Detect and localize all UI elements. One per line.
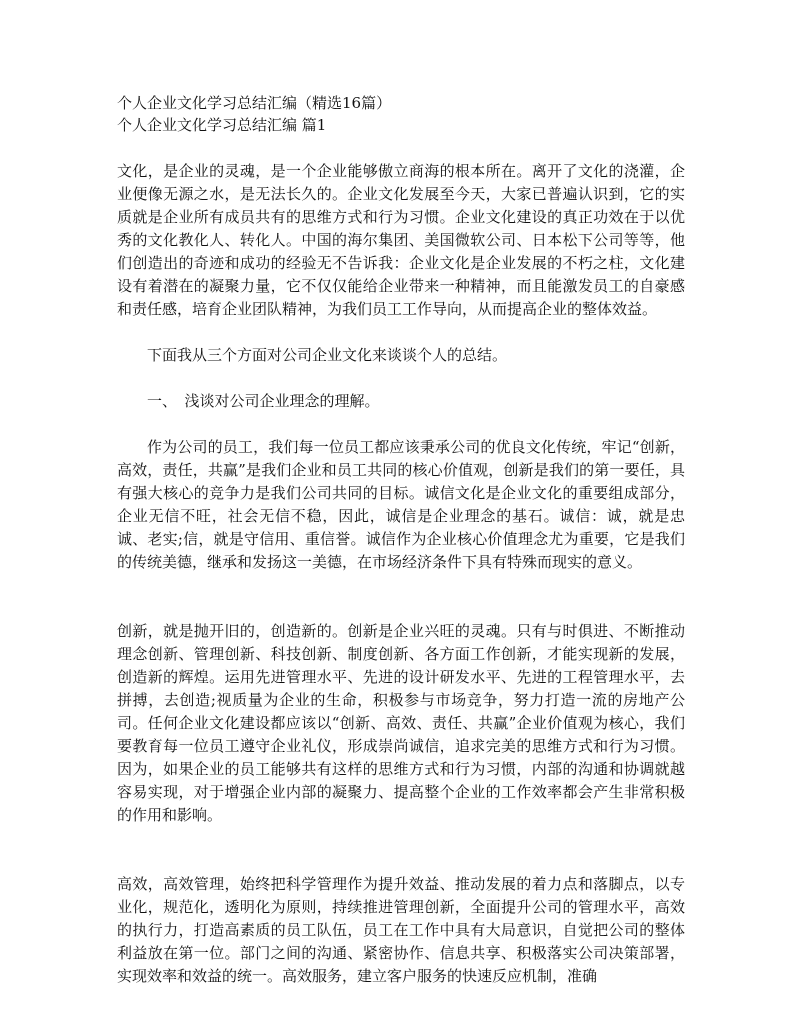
subsection-heading: 一、 浅谈对公司企业理念的理解。 [147,392,380,410]
spacer [117,136,685,160]
spacer [117,574,685,620]
paragraph-overview: 下面我从三个方面对公司企业文化来谈谈个人的总结。 [147,346,508,364]
spacer [117,413,685,436]
spacer [117,827,685,873]
document-title: 个人企业文化学习总结汇编（精选16篇） [117,94,392,112]
paragraph-core-values: 作为公司的员工，我们每一位员工都应该秉承公司的优良文化传统，牢记“创新，高效，责任，共赢”是我们企业和员工共同的核心价值观，创新是我们的第一要任，具有强大核心的竞争力是我们公司共同的目标。诚信文化是企业文化的重要组成部分，企业无信不旺，社会无信不稳，因此，诚信是企业理念的基石。诚信：诚，就是忠诚、老实;信，就是守信用、重信誉。诚信作为企业核心价值理念尤为重要，它是我们的传统美德，继承和发扬这一美德，在市场经济条件下具有特殊而现实的意义。 [117,438,685,571]
spacer [117,367,685,390]
spacer [117,321,685,344]
section-heading: 个人企业文化学习总结汇编 篇1 [117,116,327,134]
paragraph-innovation: 创新，就是抛开旧的，创造新的。创新是企业兴旺的灵魂。只有与时俱进、不断推动理念创新、管理创新、科技创新、制度创新、各方面工作创新，才能实现新的发展，创造新的辉煌。运用先进管理水平、先进的设计研发水平、先进的工程管理水平，去拼搏，去创造;视质量为企业的生命，积极参与市场竞争，努力打造一流的房地产公司。任何企业文化建设都应该以“创新、高效、责任、共赢”企业价值观为核心，我们要教育每一位员工遵守企业礼仪，形成崇尚诚信，追求完美的思维方式和行为习惯。因为，如果企业的员工能够共有这样的思维方式和行为习惯，内部的沟通和协调就越容易实现，对于增强企业内部的凝聚力、提高整个企业的工作效率都会产生非常积极的作用和影响。 [117,622,685,824]
document-page [117,92,685,988]
paragraph-intro: 文化，是企业的灵魂，是一个企业能够傲立商海的根本所在。离开了文化的浇灌，企业便像无源之水，是无法长久的。企业文化发展至今天，大家已普遍认识到，它的实质就是企业所有成员共有的思维方式和行为习惯。企业文化建设的真正功效在于以优秀的文化教化人、转化人。中国的海尔集团、美国微软公司、日本松下公司等等，他们创造出的奇迹和成功的经验无不告诉我：企业文化是企业发展的不朽之柱，文化建设有着潜在的凝聚力量，它不仅仅能给企业带来一种精神，而且能激发员工的自豪感和责任感，培育企业团队精神，为我们员工工作导向，从而提高企业的整体效益。 [117,162,685,318]
paragraph-efficiency: 高效，高效管理，始终把科学管理作为提升效益、推动发展的着力点和落脚点，以专业化，规范化，透明化为原则，持续推进管理创新，全面提升公司的管理水平，高效的执行力，打造高素质的员工队伍，员工在工作中具有大局意识，自觉把公司的整体利益放在第一位。部门之间的沟通、紧密协作、信息共享、积极落实公司决策部署，实现效率和效益的统一。高效服务，建立客户服务的快速反应机制，准确 [117,875,685,985]
